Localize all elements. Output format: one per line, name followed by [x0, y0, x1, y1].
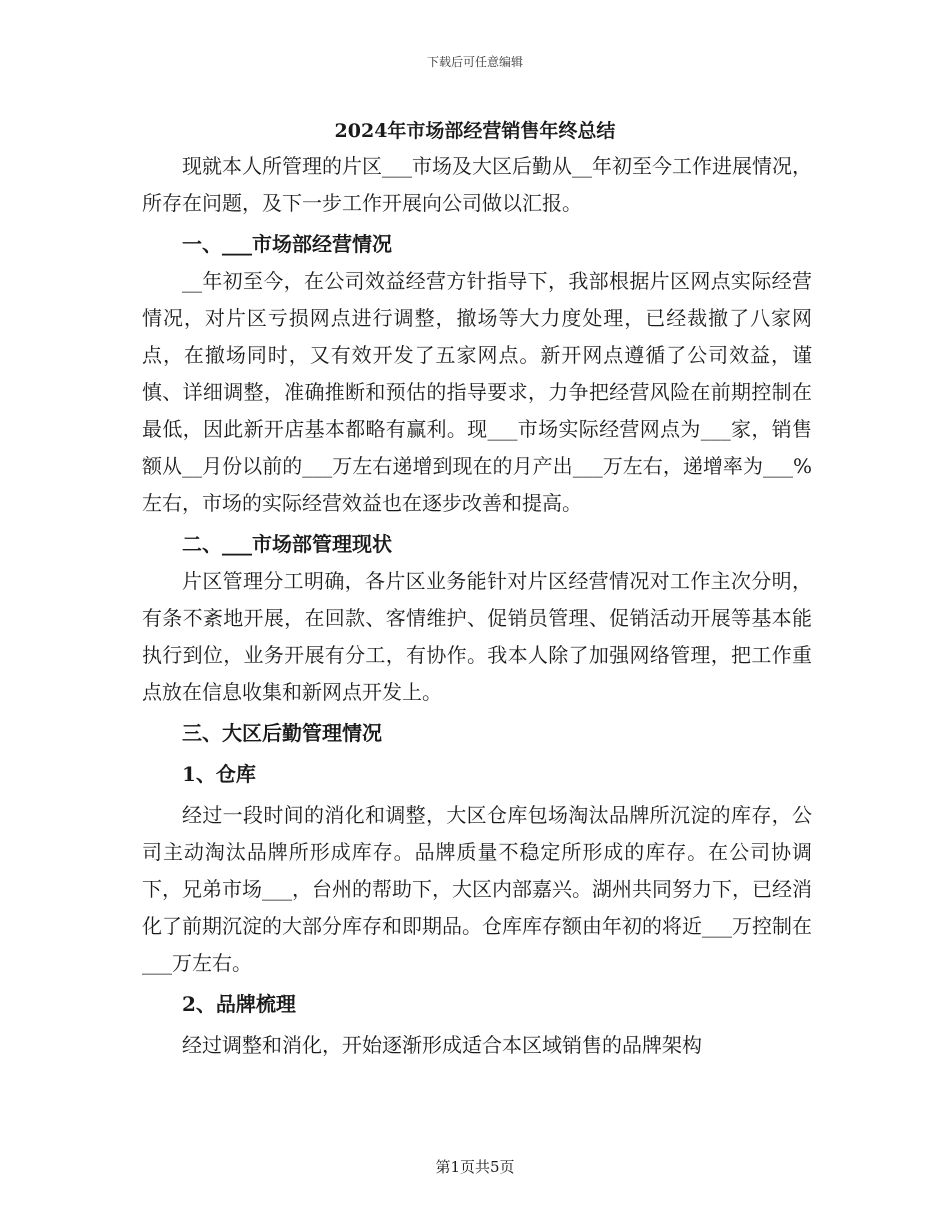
section-2-heading: 二、___市场部管理现状	[182, 532, 392, 556]
document-title: 2024年市场部经营销售年终总结	[334, 120, 616, 142]
document-body	[142, 148, 812, 1064]
section-1-heading: 一、___市场部经营情况	[182, 232, 392, 256]
subsection-brand-heading: 2、品牌梳理	[182, 992, 296, 1016]
page-number: 第1页共5页	[435, 1158, 515, 1176]
intro-paragraph: 现就本人所管理的片区___市场及大区后勤从__年初至今工作进展情况，所存在问题，及下一步工作开展向公司做以汇报。	[142, 154, 812, 215]
subsection-brand-paragraph: 经过调整和消化，开始逐渐形成适合本区域销售的品牌架构	[182, 1033, 702, 1057]
subsection-warehouse-heading: 1、仓库	[182, 762, 256, 786]
section-2-paragraph: 片区管理分工明确，各片区业务能针对片区经营情况对工作主次分明，有条不紊地开展，在回款、客情维护、促销员管理、促销活动开展等基本能执行到位，业务开展有分工，有协作。我本人除了加强网络管理，把工作重点放在信息收集和新网点开发上。	[142, 569, 812, 704]
section-1-paragraph: __年初至今，在公司效益经营方针指导下，我部根据片区网点实际经营情况，对片区亏损网点进行调整，撤场等大力度处理，已经裁撤了八家网点，在撤场同时，又有效开发了五家网点。新开网点遵循了公司效益，谨慎、详细调整，准确推断和预估的指导要求，力争把经营风险在前期控制在最低，因此新开店基本都略有赢利。现___市场实际经营网点为___家，销售额从__月份以前的___万左右递增到现在的月产出___万左右，递增率为___%左右，市场的实际经营效益也在逐步改善和提高。	[142, 269, 812, 515]
header-note: 下载后可任意编辑	[426, 55, 523, 69]
section-3-heading: 三、大区后勤管理情况	[182, 721, 382, 745]
subsection-warehouse-paragraph: 经过一段时间的消化和调整，大区仓库包场淘汰品牌所沉淀的库存，公司主动淘汰品牌所形成库存。品牌质量不稳定所形成的库存。在公司协调下，兄弟市场___，台州的帮助下，大区内部嘉兴。湖州共同努力下，已经消化了前期沉淀的大部分库存和即期品。仓库库存额由年初的将近___万控制在___万左右。	[142, 803, 812, 975]
